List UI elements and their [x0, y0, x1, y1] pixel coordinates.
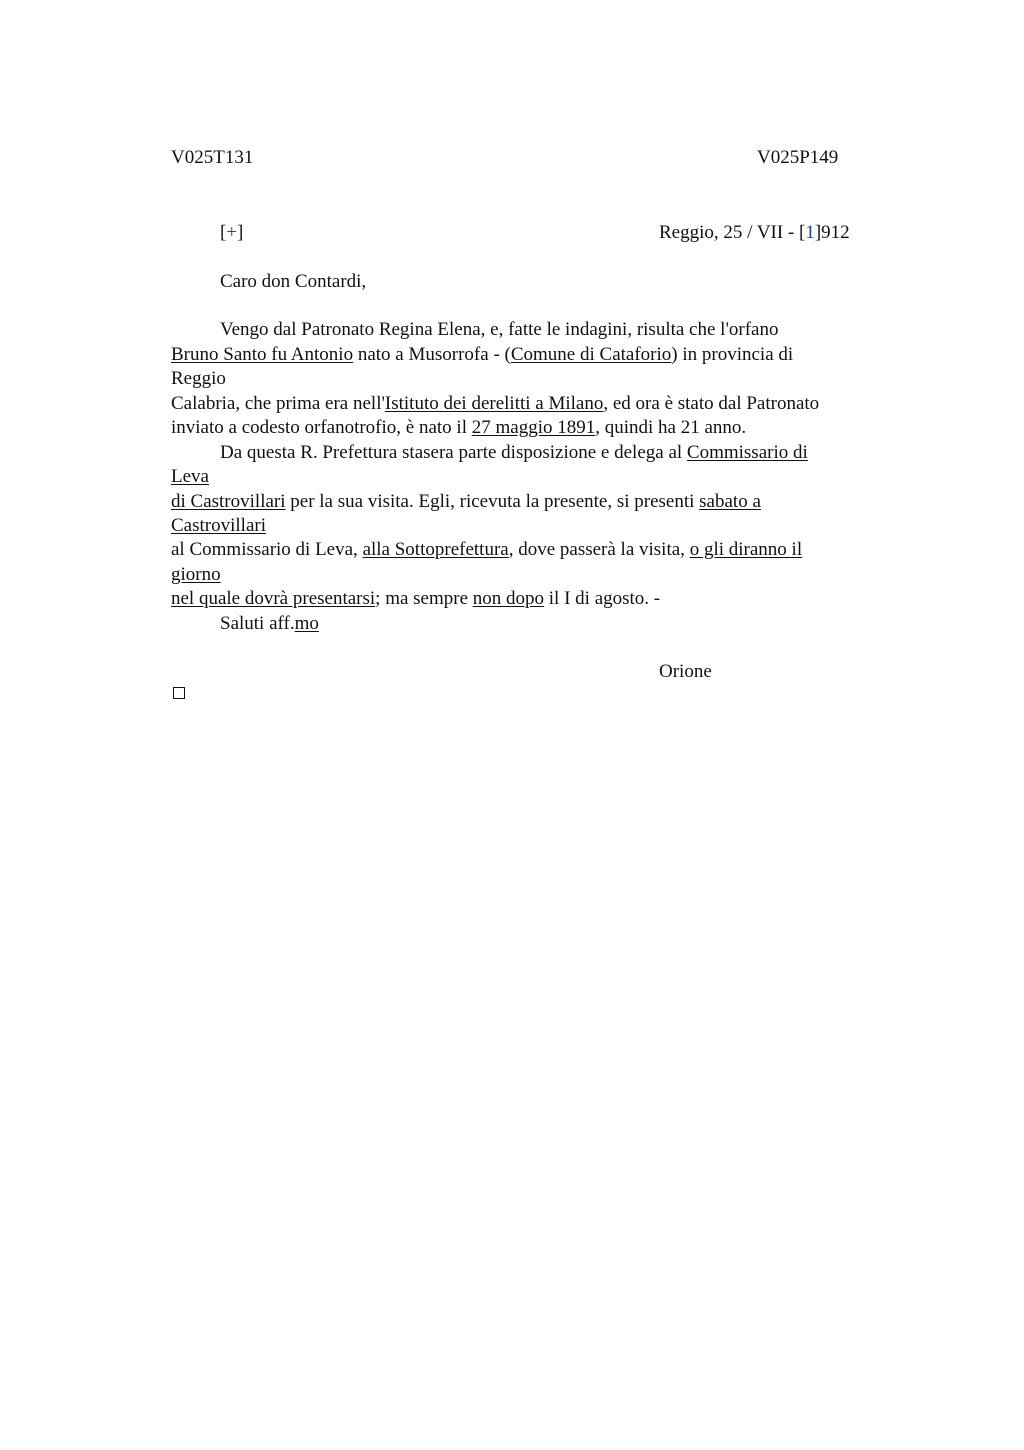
underlined-text: Commissario di	[686, 442, 808, 463]
date-suffix: ]912	[814, 222, 850, 243]
underlined-text: non dopo	[472, 588, 545, 609]
checkbox-square-icon	[173, 687, 185, 699]
underlined-text: Castrovillari	[171, 515, 266, 536]
body-text: Vengo dal Patronato Regina Elena, e, fatte le indagini, risulta che l'orfano	[220, 319, 779, 340]
underlined-text: Leva	[171, 466, 209, 487]
letter-date	[659, 221, 850, 246]
body-line-3	[171, 367, 226, 392]
body-text: per la sua visita. Egli, ricevuta la presente, si presenti	[285, 491, 700, 512]
body-line-8	[171, 490, 761, 515]
body-text: ; ma sempre	[375, 588, 473, 609]
closing-text: Saluti aff.	[220, 613, 295, 634]
body-text: il I di agosto. -	[544, 588, 661, 609]
underlined-text: giorno	[171, 564, 221, 585]
body-line-7	[171, 465, 209, 490]
body-line-1	[220, 318, 778, 343]
underlined-text: o gli diranno il	[689, 539, 803, 560]
body-text: Reggio	[171, 368, 226, 389]
body-text: Calabria, che prima era nell'	[171, 393, 385, 414]
body-text: Da questa R. Prefettura stasera parte disposizione e delega al	[220, 442, 687, 463]
body-text: , ed ora è stato dal Patronato	[603, 393, 820, 414]
institute-name: Istituto dei derelitti a Milano	[384, 393, 604, 414]
body-text: al Commissario di Leva,	[171, 539, 363, 560]
body-line-6	[220, 441, 808, 466]
underlined-text: di Castrovillari	[171, 491, 286, 512]
orphan-name: Bruno Santo fu Antonio	[171, 344, 354, 365]
cross-close-bracket: ]	[237, 222, 244, 243]
signature: Orione	[659, 661, 712, 682]
date-prefix: Reggio, 25 / VII - [	[659, 222, 806, 243]
body-line-4	[171, 392, 819, 417]
underlined-text: alla Sottoprefettura	[362, 539, 509, 560]
body-text: inviato a codesto orfanotrofio, è nato il	[171, 417, 472, 438]
cross-mark	[220, 221, 243, 246]
underlined-text: nel quale dovrà presentarsi	[171, 588, 376, 609]
body-line-11	[171, 563, 221, 588]
body-line-5	[171, 416, 746, 441]
body-line-10	[171, 538, 802, 563]
underlined-text: sabato a	[699, 491, 761, 512]
header-right-code: V025P149	[757, 147, 839, 168]
body-text: ) in provincia di	[671, 344, 794, 365]
cross-icon: +	[226, 222, 238, 243]
body-line-9	[171, 514, 266, 539]
body-line-12	[171, 587, 660, 612]
closing-superscript: mo	[294, 613, 319, 634]
body-text: , quindi ha 21 anno.	[595, 417, 747, 438]
municipality: Comune di Cataforio	[510, 344, 672, 365]
header-left-code: V025T131	[171, 147, 254, 168]
cross-open-bracket: [	[220, 222, 227, 243]
closing-line	[220, 612, 319, 637]
date-digit: 1	[805, 222, 815, 243]
body-line-2	[171, 343, 793, 368]
body-text: nato a Musorrofa - (	[353, 344, 511, 365]
birth-date: 27 maggio 1891	[471, 417, 596, 438]
salutation: Caro don Contardi,	[220, 271, 367, 292]
body-text: , dove passerà la visita,	[508, 539, 690, 560]
